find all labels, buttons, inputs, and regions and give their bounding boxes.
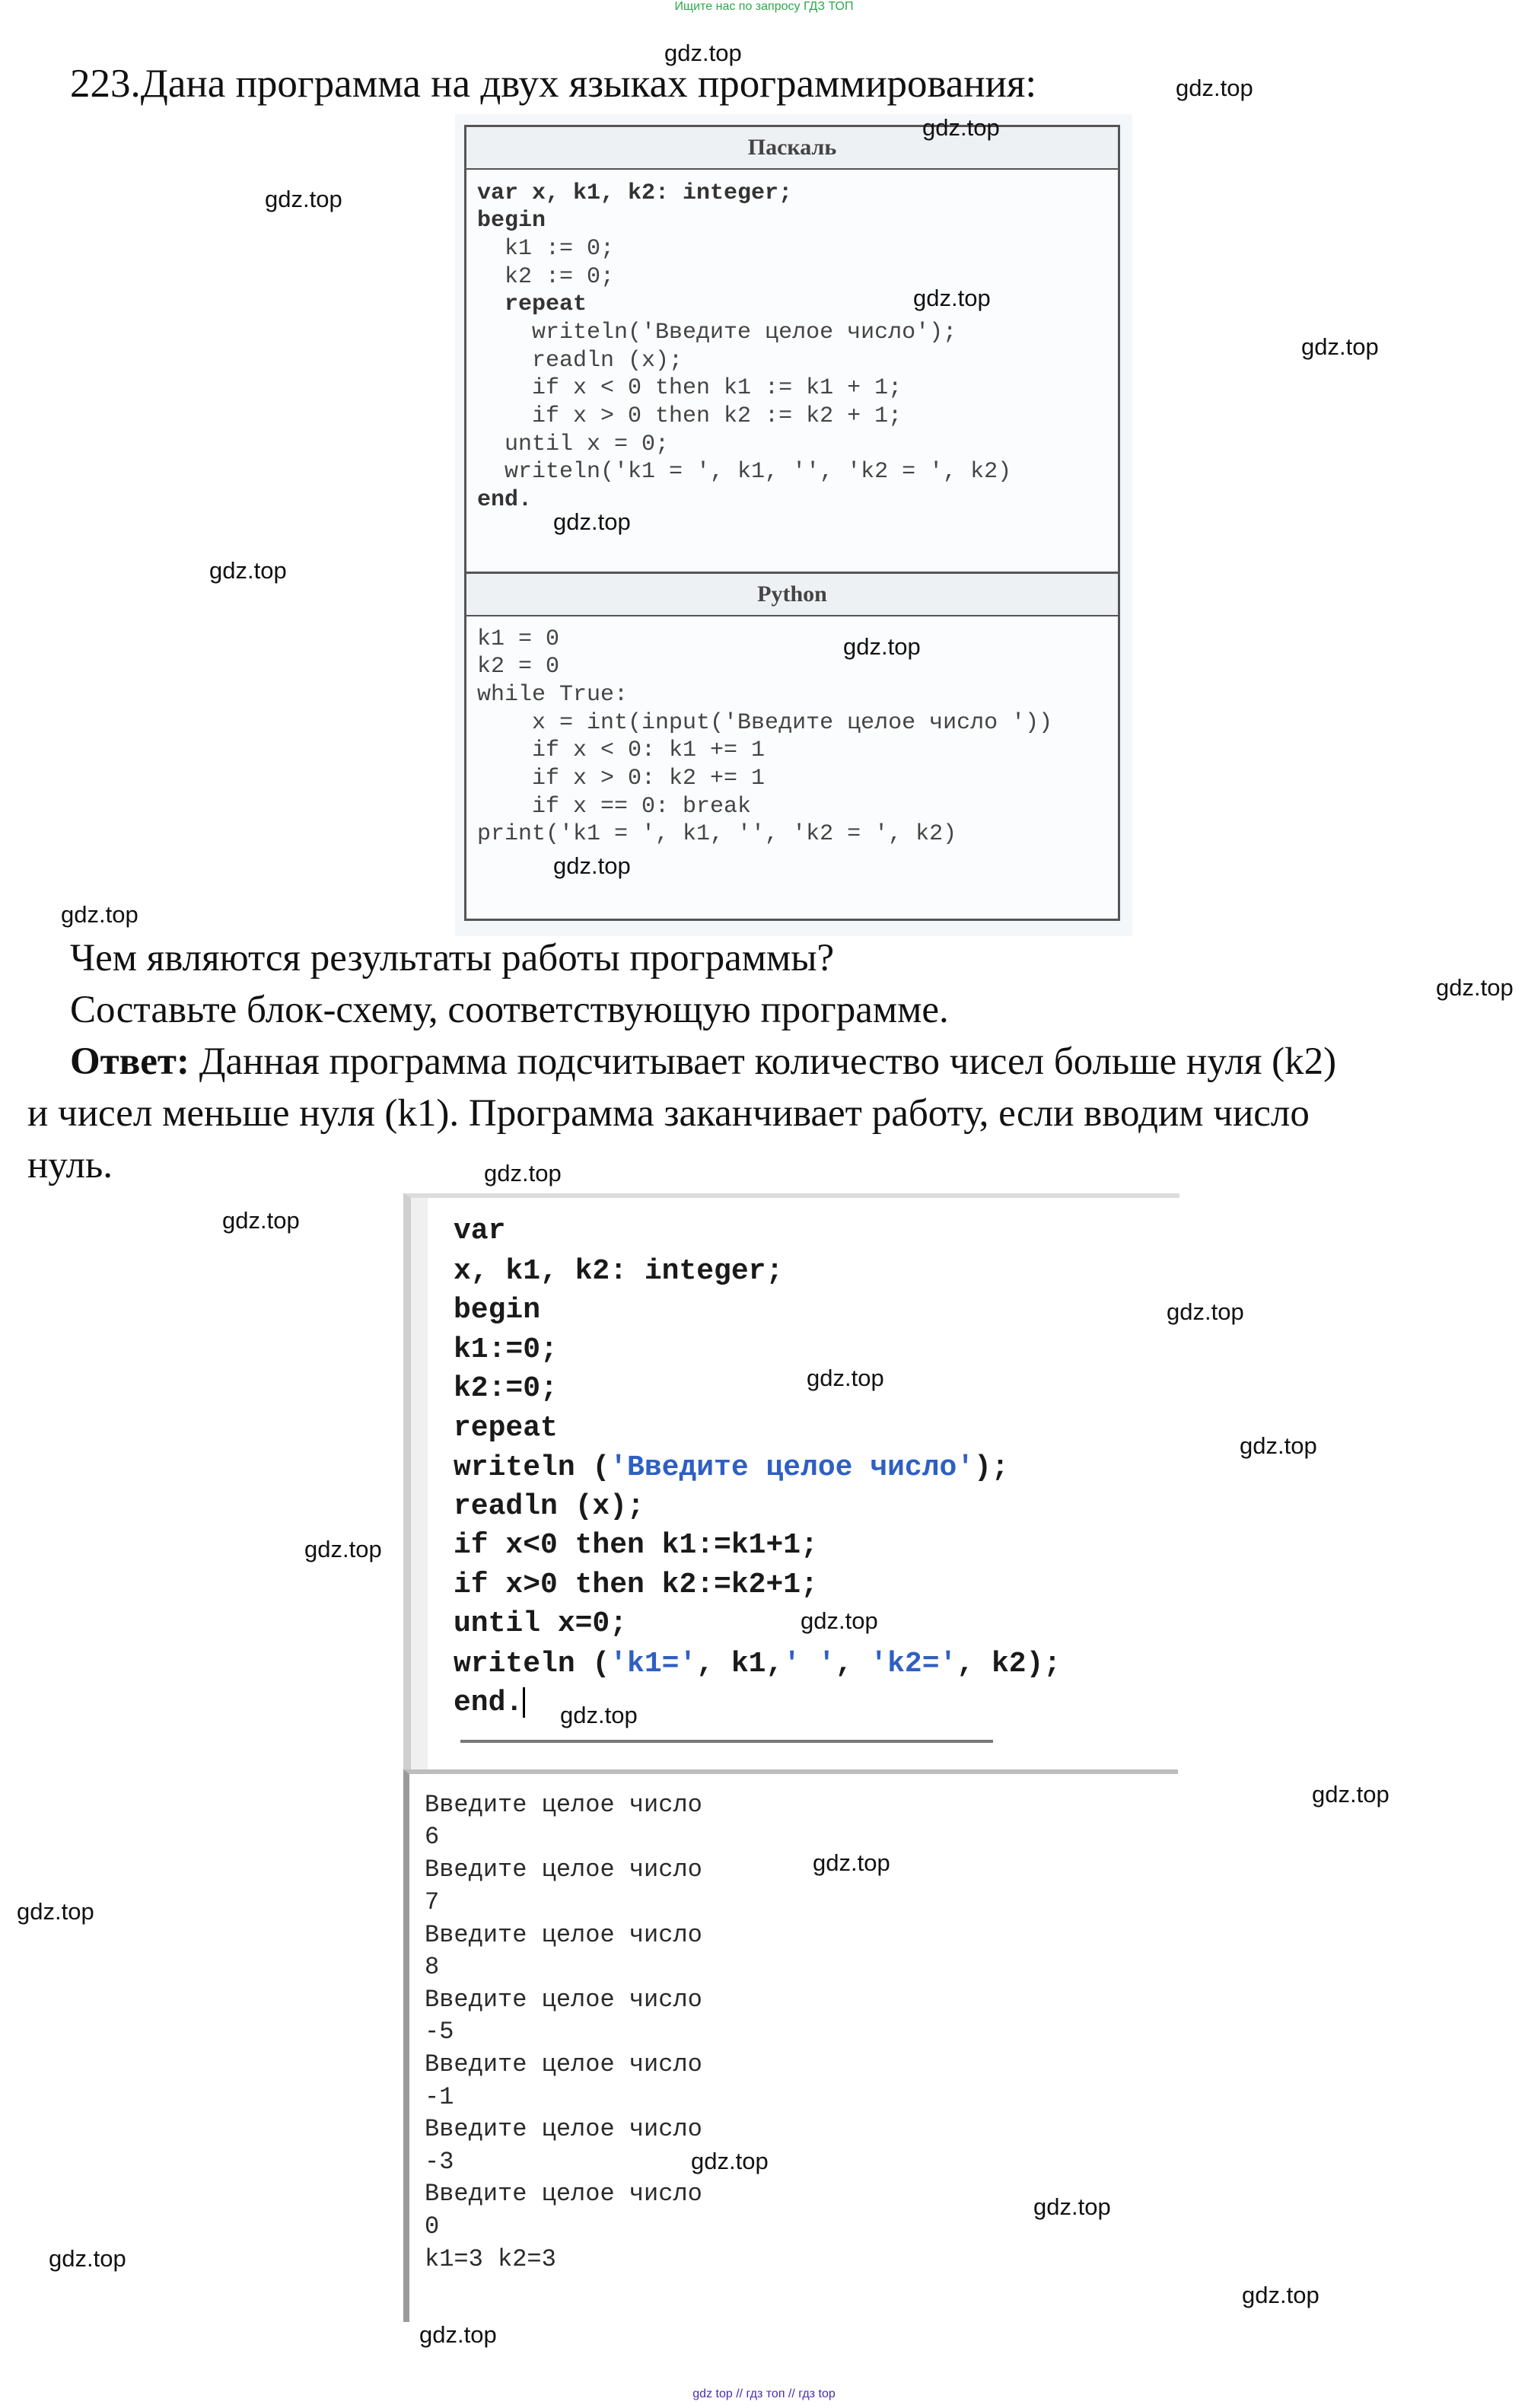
- ide-line-7: [454, 1451, 1009, 1484]
- python-line-8: print('k1 = ', k1, '', 'k2 = ', k2): [477, 821, 957, 847]
- watermark: gdz.top: [304, 1536, 382, 1562]
- ide-line-1: var: [454, 1215, 506, 1247]
- pascal-line-4: k2 := 0;: [477, 264, 615, 290]
- console-line-4: 7: [425, 1888, 440, 1916]
- ide-writeln-2: writeln (: [454, 1648, 610, 1680]
- question-1: Чем являются результаты работы программы?: [70, 937, 835, 979]
- watermark: gdz.top: [1033, 2193, 1111, 2220]
- answer-line-1: [70, 1040, 1336, 1084]
- console-line-1: Введите целое число: [425, 1791, 702, 1819]
- watermark: gdz.top: [664, 40, 742, 66]
- watermark: gdz.top: [419, 2321, 497, 2348]
- python-line-6: if x > 0: k2 += 1: [477, 766, 766, 792]
- ide-string-k2: 'k2=': [870, 1648, 957, 1680]
- watermark: gdz.top: [807, 1365, 884, 1391]
- ide-line-5: k2:=0;: [454, 1372, 558, 1405]
- console-line-12: -3: [425, 2148, 454, 2176]
- python-header: Python: [466, 574, 1118, 616]
- watermark: gdz.top: [1436, 974, 1514, 1001]
- console-line-6: 8: [425, 1953, 440, 1981]
- pascal-line-7: readln (x);: [477, 348, 683, 374]
- ide-line-9: if x<0 then k1:=k1+1;: [454, 1529, 818, 1562]
- pascal-header: Паскаль: [466, 127, 1118, 170]
- python-line-3: while True:: [477, 682, 629, 708]
- console-output: [403, 1769, 1178, 2322]
- watermark: gdz.top: [801, 1607, 878, 1634]
- ide-writeln-1: writeln (: [454, 1451, 610, 1484]
- answer-text-1: Данная программа подсчитывает количество чисел больше нуля (k2): [189, 1040, 1337, 1083]
- task-title: 223.Дана программа на двух языках программирования:: [70, 62, 1037, 106]
- console-line-5: Введите целое число: [425, 1921, 702, 1949]
- ide-editor-screenshot: [403, 1193, 1179, 1782]
- watermark: gdz.top: [1242, 2282, 1319, 2308]
- horizontal-scrollbar[interactable]: [460, 1740, 993, 1743]
- python-line-1: k1 = 0: [477, 626, 560, 652]
- console-line-2: 6: [425, 1823, 440, 1851]
- pascal-line-9: if x > 0 then k2 := k2 + 1;: [477, 403, 902, 429]
- console-line-7: Введите целое число: [425, 1986, 702, 2014]
- watermark: gdz.top: [813, 1849, 890, 1876]
- ide-line-10: if x>0 then k2:=k2+1;: [454, 1569, 818, 1601]
- console-line-14: 0: [425, 2212, 440, 2241]
- pascal-line-8: if x < 0 then k1 := k1 + 1;: [477, 375, 902, 401]
- ide-line-13: [454, 1687, 525, 1719]
- top-promo-note: Ищите нас по запросу ГДЗ ТОП: [674, 0, 854, 13]
- pascal-line-11: writeln('k1 = ', k1, '', 'k2 = ', k2): [477, 459, 1012, 485]
- watermark: gdz.top: [484, 1160, 562, 1186]
- watermark: gdz.top: [17, 1898, 94, 1925]
- console-line-3: Введите целое число: [425, 1855, 702, 1884]
- watermark: gdz.top: [553, 852, 631, 879]
- ide-line-3: begin: [454, 1294, 541, 1327]
- pascal-line-1: var x, k1, k2: integer;: [477, 180, 793, 206]
- console-line-9: Введите целое число: [425, 2050, 702, 2078]
- answer-line-2: и чисел меньше нуля (k1). Программа заканчивает работу, если вводим число: [27, 1092, 1310, 1135]
- pascal-line-12: end.: [477, 487, 533, 513]
- watermark: gdz.top: [1312, 1781, 1390, 1808]
- bottom-promo-note: gdz top // гдз топ // гдз top: [692, 2387, 836, 2400]
- answer-line-3: нуль.: [27, 1144, 113, 1186]
- ide-string-k1: 'k1=': [610, 1648, 697, 1680]
- watermark: gdz.top: [265, 186, 342, 212]
- watermark: gdz.top: [1301, 333, 1379, 360]
- watermark: gdz.top: [222, 1207, 300, 1234]
- console-line-15: k1=3 k2=3: [425, 2245, 556, 2273]
- ide-var-k2: , k2);: [957, 1648, 1062, 1680]
- console-line-10: -1: [425, 2083, 454, 2111]
- pascal-line-3: k1 := 0;: [477, 236, 615, 262]
- python-line-5: if x < 0: k1 += 1: [477, 737, 766, 763]
- ide-string-prompt: 'Введите целое число': [610, 1451, 975, 1484]
- watermark: gdz.top: [913, 285, 991, 311]
- pascal-line-5: repeat: [477, 291, 587, 317]
- pascal-line-6: writeln('Введите целое число');: [477, 320, 957, 346]
- text-caret: [523, 1687, 525, 1718]
- watermark: gdz.top: [843, 633, 921, 660]
- watermark: gdz.top: [1240, 1432, 1317, 1459]
- ide-line-4: k1:=0;: [454, 1333, 558, 1366]
- console-line-13: Введите целое число: [425, 2180, 702, 2208]
- python-line-7: if x == 0: break: [477, 794, 752, 820]
- python-line-4: x = int(input('Введите целое число ')): [477, 710, 1053, 736]
- pascal-line-2: begin: [477, 208, 546, 234]
- ide-line-12: [454, 1648, 1061, 1680]
- watermark: gdz.top: [553, 508, 631, 535]
- ide-var-k1: , k1,: [696, 1648, 784, 1680]
- editor-gutter: [411, 1198, 428, 1782]
- ide-line-11: until x=0;: [454, 1607, 628, 1640]
- pascal-line-10: until x = 0;: [477, 432, 670, 457]
- ide-string-space: ' ': [783, 1648, 836, 1680]
- question-2: Составьте блок-схему, соответствующую программе.: [70, 989, 949, 1031]
- ide-line-6: repeat: [454, 1412, 558, 1444]
- answer-label: Ответ:: [70, 1040, 189, 1083]
- watermark: gdz.top: [49, 2245, 126, 2272]
- watermark: gdz.top: [209, 557, 287, 584]
- watermark: gdz.top: [1176, 75, 1253, 101]
- ide-end: end.: [454, 1687, 524, 1719]
- ide-line-8: readln (x);: [454, 1490, 645, 1523]
- console-line-11: Введите целое число: [425, 2115, 702, 2143]
- watermark: gdz.top: [922, 114, 1000, 141]
- watermark: gdz.top: [1167, 1298, 1244, 1325]
- watermark: gdz.top: [560, 1702, 638, 1728]
- console-line-8: -5: [425, 2018, 454, 2046]
- watermark: gdz.top: [691, 2148, 769, 2174]
- ide-line-2: x, k1, k2: integer;: [454, 1255, 784, 1288]
- python-line-2: k2 = 0: [477, 654, 560, 680]
- ide-comma: ,: [835, 1648, 871, 1680]
- ide-close-1: );: [974, 1451, 1009, 1484]
- watermark: gdz.top: [61, 901, 138, 928]
